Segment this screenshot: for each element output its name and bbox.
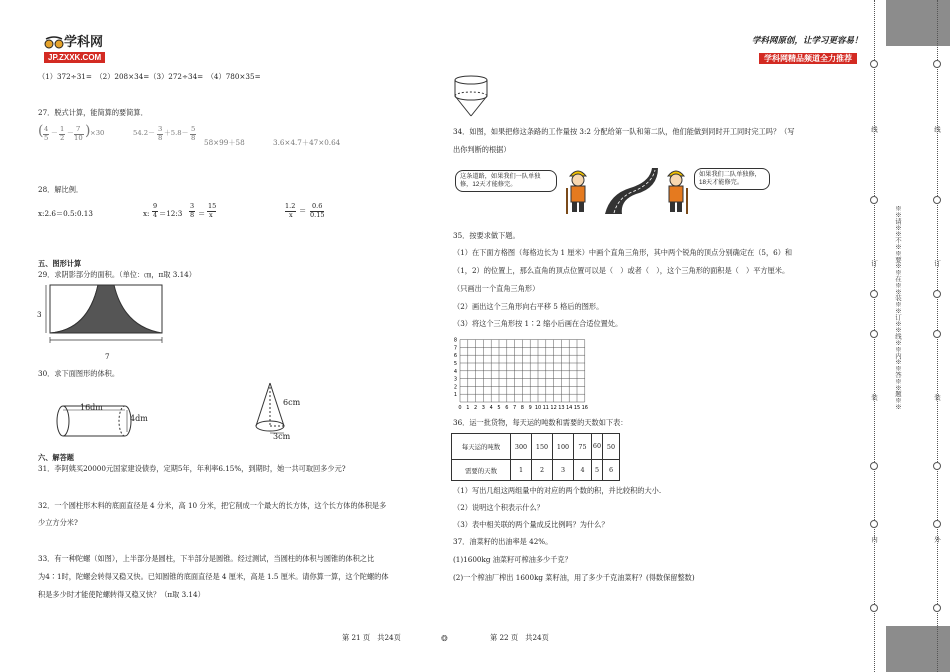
binding-circle-icon	[933, 520, 941, 528]
table-cell: 3	[553, 460, 574, 481]
grid-y-label: 3	[453, 376, 457, 383]
table-cell: 60	[592, 434, 603, 460]
grid-x-label: 15	[573, 405, 581, 411]
q28-expr-1: x:2.6＝0.5:0.13	[38, 209, 93, 218]
binding-circle-icon	[870, 330, 878, 338]
q34-line-2: 出你判断的根据）	[453, 145, 511, 154]
grid-x-label: 11	[542, 405, 549, 411]
coordinate-grid[interactable]	[452, 336, 592, 412]
q33-line-2: 为4∶1时，陀螺会转得又稳又快。已知圆锥的底面直径是 4 厘米，高是 1.5 厘米。请你算一算，这个陀螺的体	[38, 572, 389, 581]
cylinder-length-label: 16dm	[80, 403, 103, 412]
section-5-title: 五、图形计算	[38, 259, 82, 268]
binding-circle-icon	[870, 462, 878, 470]
table-cell: 50	[603, 434, 620, 460]
page-number-right: 第 22 页 共24页	[490, 633, 549, 642]
section-6-title: 六、解答题	[38, 453, 74, 462]
q35-line-5: （3）将这个三角形按 1∶2 缩小后画在合适位置处。	[453, 319, 623, 328]
q27-expr-1: ( 4 5 － 1 2 － 7 10 ) ×30	[38, 123, 105, 142]
grid-x-label: 6	[505, 405, 509, 411]
q37-sub-2: (2)一个榨油厂榨出 1600kg 菜籽油，用了多少千克油菜籽？(得数保留整数)	[453, 573, 695, 582]
q33-line-1: 33．有一种陀螺（如图），上半部分是圆柱，下半部分是圆锥。经过测试，当圆柱的体积与圆锥的体积之比	[38, 554, 375, 563]
recommend-badge: 学科网精品频道全力推荐	[759, 53, 857, 64]
q28-expr-3: 1.2 x ＝ 0.6 0.15	[285, 202, 325, 219]
binding-char: 线	[933, 126, 941, 133]
speech-bubble-team1: 这条道路，如果我们一队单独修，12天才能修完。	[455, 170, 557, 192]
table-header-tons: 每天运的吨数	[452, 434, 511, 460]
q37-title: 37．油菜籽的出油率是 42%。	[453, 537, 553, 546]
q37-sub-1: (1)1600kg 油菜籽可榨油多少千克？	[453, 555, 572, 564]
grid-y-label: 8	[453, 337, 457, 344]
q28-title: 28．解比例．	[38, 185, 84, 194]
spinning-top-figure	[452, 74, 492, 120]
q27-expr-4: 3.6×4.7＋47×0.64	[273, 138, 341, 147]
q32-line-2: 少立方分米?	[38, 518, 78, 527]
table-row	[452, 460, 620, 481]
q35-line-2: （1，2）的位置上，那么直角的顶点位置可以是（ ）或者（ ），这个三角形的面积是（ ）平方厘米。	[453, 266, 790, 275]
grid-x-label: 16	[581, 405, 588, 411]
q28-expr-2: x: 9 4 ＝12:3 3 8 ＝ 15 x	[143, 202, 217, 219]
table-cell: 1	[511, 460, 532, 481]
grid-x-label: 1	[466, 405, 470, 411]
logo-url: JP.ZXXK.COM	[44, 52, 105, 63]
q36-table	[451, 433, 620, 481]
binding-char: 装	[870, 394, 878, 401]
grid-x-label: 7	[513, 405, 517, 411]
grid-y-label: 4	[453, 368, 457, 375]
q31-text: 31．李阿姨买20000元国家建设债券，定期5年，年利率6.15%，到期时，她一共可取回多少元?	[38, 464, 346, 473]
binding-char: 内	[870, 536, 878, 543]
grid-x-label: 12	[550, 405, 557, 411]
grid-x-label: 10	[534, 405, 542, 411]
table-cell: 4	[574, 460, 592, 481]
grid-y-label: 7	[453, 345, 457, 352]
q33-line-3: 积是多少时才能使陀螺转得又稳又快？（π取 3.14）	[38, 590, 205, 599]
binding-char: 装	[933, 394, 941, 401]
logo	[44, 36, 114, 70]
road-icon	[600, 164, 660, 216]
binding-circle-icon	[933, 604, 941, 612]
q34-line-1: 34．如图，如果把修这条路的工作量按 3:2 分配给第一队和第二队，他们能做到同时开工同时完工吗？（写	[453, 127, 795, 136]
grid-y-label: 5	[453, 361, 457, 367]
cone-height-label: 6cm	[283, 398, 301, 407]
table-cell: 100	[553, 434, 574, 460]
binding-char: 订	[933, 260, 941, 267]
q29-text: 29．求阴影部分的面积。（单位：㎝，π取 3.14）	[38, 270, 196, 279]
binding-circle-icon	[870, 60, 878, 68]
grid-x-label: 14	[566, 405, 573, 411]
q27-expr-2: 54.2－ 3 8 ＋5.8－ 5 8	[133, 125, 196, 142]
grid-y-label: 2	[453, 384, 457, 391]
table-cell: 300	[511, 434, 532, 460]
q32-line-1: 32．一个圆柱形木料的底面直径是 4 分米，高 10 分米，把它削成一个最大的长方体，这个长方体的体积是多	[38, 501, 387, 510]
grid-x-label: 13	[558, 405, 565, 411]
binding-warning: ※※请※※不※※要※※在※※装※※订※※线※※内※※答※※题※※	[894, 205, 902, 410]
grid-x-label: 3	[481, 405, 485, 411]
q35-line-1: （1）在下面方格图（每格边长为 1 厘米）中画个直角三角形，其中两个锐角的顶点分别确定在（5，6）和	[453, 248, 793, 257]
binding-circle-icon	[933, 290, 941, 298]
q36-sub-2: （2）说明这个积表示什么？	[453, 503, 544, 512]
grid-x-label: 9	[528, 405, 532, 411]
binding-circle-icon	[870, 196, 878, 204]
q-oral-calc: （1）372÷31= （2）208×34=（3）272÷34= （4）780×35=	[38, 72, 261, 81]
grid-x-label: 5	[497, 405, 501, 411]
table-cell: 75	[574, 434, 592, 460]
gear-icon: ❂	[441, 634, 448, 643]
q35-line-4: （2）画出这个三角形向右平移 5 格后的图形。	[453, 302, 604, 311]
table-cell: 6	[603, 460, 620, 481]
binding-circle-icon	[933, 60, 941, 68]
binding-char: 线	[870, 126, 878, 133]
binding-circle-icon	[870, 604, 878, 612]
grid-x-label: 4	[489, 405, 493, 411]
binding-char: 外	[933, 536, 941, 543]
grid-y-label: 1	[453, 392, 457, 399]
binding-gray-top	[886, 0, 950, 46]
logo-text: 学科网	[64, 34, 104, 49]
grid-x-label: 2	[474, 405, 478, 411]
page-number-left: 第 21 页 共24页	[342, 633, 401, 642]
q36-sub-1: （1）写出几组这两组量中的对应的两个数的积，并比较积的大小.	[453, 486, 662, 495]
table-cell: 5	[592, 460, 603, 481]
speech-bubble-team2: 如果我们二队单独修，18天才能修完。	[694, 168, 770, 190]
cone-radius-label: 3cm	[273, 432, 291, 441]
binding-gray-bottom	[886, 626, 950, 672]
q36-sub-3: （3）表中相关联的两个量成反比例吗？为什么？	[453, 520, 609, 529]
q35-line-3: （只画出一个直角三角形）	[453, 284, 540, 293]
binding-circle-icon	[933, 462, 941, 470]
grid-x-label: 8	[520, 405, 524, 411]
q34-cartoon	[452, 162, 772, 218]
grid-y-label: 6	[453, 353, 457, 360]
table-row	[452, 434, 620, 460]
table-header-days: 需要的天数	[452, 460, 511, 481]
slogan: 学科网原创，让学习更容易！	[752, 36, 863, 46]
binding-circle-icon	[933, 330, 941, 338]
q29-width-label: 7	[105, 352, 110, 361]
binding-margin	[862, 0, 950, 672]
q27-expr-3: 58×99＋58	[204, 138, 245, 147]
q27-title: 27．脱式计算，能简算的要简算．	[38, 108, 148, 117]
binding-circle-icon	[870, 520, 878, 528]
binding-circle-icon	[870, 290, 878, 298]
table-cell: 150	[532, 434, 553, 460]
worker-1-icon	[564, 166, 592, 216]
table-cell: 2	[532, 460, 553, 481]
q35-title: 35．按要求做下题。	[453, 231, 520, 240]
q36-title: 36．运一批货物，每天运的吨数和需要的天数如下表：	[453, 418, 628, 427]
binding-char: 订	[870, 260, 878, 267]
cylinder-diameter-label: 4dm	[130, 414, 148, 423]
q30-text: 30．求下面图形的体积。	[38, 369, 120, 378]
q29-height-label: 3	[37, 310, 42, 319]
binding-circle-icon	[933, 196, 941, 204]
worker-2-icon	[662, 166, 690, 216]
q29-shaded-figure	[40, 282, 170, 362]
logo-goggles-icon	[44, 36, 64, 50]
grid-x-label: 0	[458, 405, 462, 411]
